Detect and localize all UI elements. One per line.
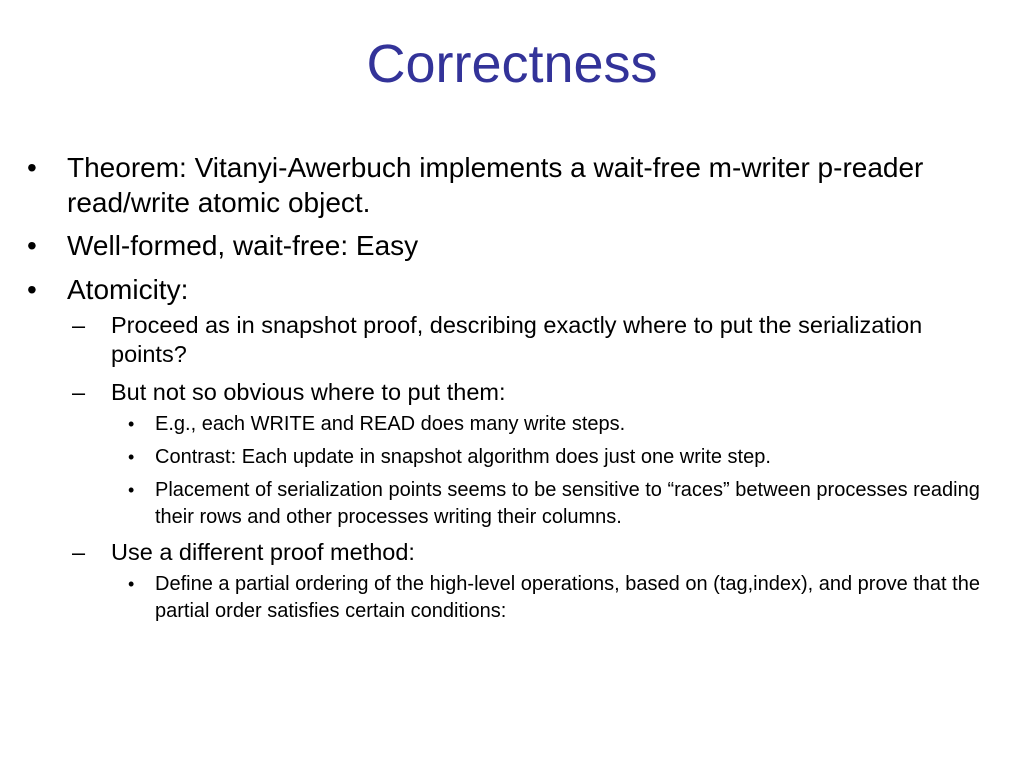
sub-sub-bullet-contrast bbox=[111, 444, 1001, 470]
slide-body bbox=[26, 150, 1001, 632]
bullet-text: Atomicity: bbox=[67, 274, 189, 305]
bullet-atomicity bbox=[26, 272, 1001, 307]
bullet-text: Well-formed, wait-free: Easy bbox=[67, 230, 419, 261]
bullet-icon: • bbox=[27, 152, 37, 183]
sub-sub-bullet-eg bbox=[111, 411, 1001, 437]
slide-title: Correctness bbox=[366, 34, 658, 94]
sub-sub-bullet-define bbox=[111, 571, 1001, 625]
sub-bullet-different-method bbox=[67, 538, 1001, 567]
bullet-icon: • bbox=[128, 574, 135, 594]
sub-bullet-not-obvious bbox=[67, 378, 1001, 407]
bullet-icon: • bbox=[128, 414, 135, 434]
dash-icon: – bbox=[72, 312, 86, 338]
dash-icon: – bbox=[72, 379, 86, 405]
sub-sub-bullet-text: Define a partial ordering of the high-level operations, based on (tag,index), and prove that the partial order satisfies certain conditions: bbox=[155, 573, 980, 622]
bullet-well-formed bbox=[26, 228, 1001, 263]
bullet-icon: • bbox=[27, 274, 37, 305]
sub-bullet-text: Proceed as in snapshot proof, describing exactly where to put the serialization points? bbox=[111, 312, 923, 367]
sub-bullet-text: But not so obvious where to put them: bbox=[111, 379, 506, 405]
sub-sub-bullet-text: E.g., each WRITE and READ does many write steps. bbox=[155, 413, 626, 435]
bullet-text: Theorem: Vitanyi-Awerbuch implements a wait-free m-writer p-reader read/write atomic object. bbox=[67, 152, 924, 218]
bullet-theorem bbox=[26, 150, 1001, 220]
bullet-icon: • bbox=[27, 230, 37, 261]
sub-bullet-text: Use a different proof method: bbox=[111, 539, 415, 565]
bullet-icon: • bbox=[128, 480, 135, 500]
sub-bullet-proceed bbox=[67, 311, 1001, 369]
dash-icon: – bbox=[72, 539, 86, 565]
sub-sub-bullet-text: Contrast: Each update in snapshot algorithm does just one write step. bbox=[155, 446, 771, 468]
bullet-icon: • bbox=[128, 447, 135, 467]
sub-sub-bullet-placement bbox=[111, 477, 1001, 531]
sub-sub-bullet-text: Placement of serialization points seems to be sensitive to “races” between processes reading their rows and other processes writing their columns. bbox=[155, 479, 980, 528]
